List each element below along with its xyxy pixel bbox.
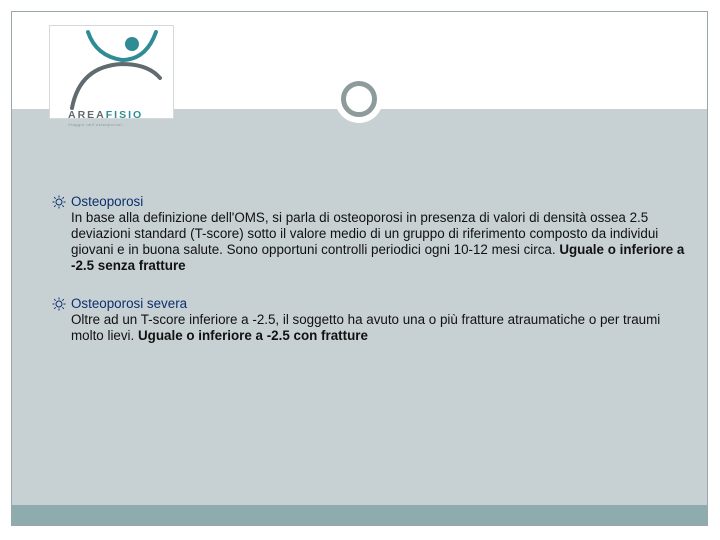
bullet-osteoporosi-severa [52,296,692,344]
logo [49,25,174,127]
logo-graphic [50,26,175,120]
bullet-emphasis: Uguale o inferiore a -2.5 senza fratture [71,242,685,273]
ring-inner [341,81,377,117]
logo-tagline: Viaggio nell'osteoporosi... [68,122,127,127]
bullet-body: Oltre ad un T-score inferiore a -2.5, il soggetto ha avuto una o più fratture atraumatiche o per traumi molto lievi. Uguale o inferiore a -2.5 con fratture [71,312,661,343]
bullet-sun-icon [52,195,66,209]
bullet-osteoporosi [52,194,692,274]
slide-content [52,194,692,366]
bullet-emphasis: Uguale o inferiore a -2.5 con fratture [138,328,368,343]
bullet-sun-icon [52,297,66,311]
decorative-ring [335,75,383,123]
footer-band [12,505,707,525]
bullet-heading: Osteoporosi [52,194,692,210]
bullet-body: In base alla definizione dell'OMS, si parla di osteoporosi in presenza di valori di densità ossea 2.5 deviazioni standard (T-score) sotto il valore medio di un gruppo di riferimento composto da individui giovani e in buona salute. Sono opportuni controlli periodici ogni 10-12 mesi circa. Uguale o inferiore a -2.5 senza fratture [71,210,685,273]
logo-wordmark: AREAFISIO [68,109,144,121]
bullet-heading: Osteoporosi severa [52,296,692,312]
